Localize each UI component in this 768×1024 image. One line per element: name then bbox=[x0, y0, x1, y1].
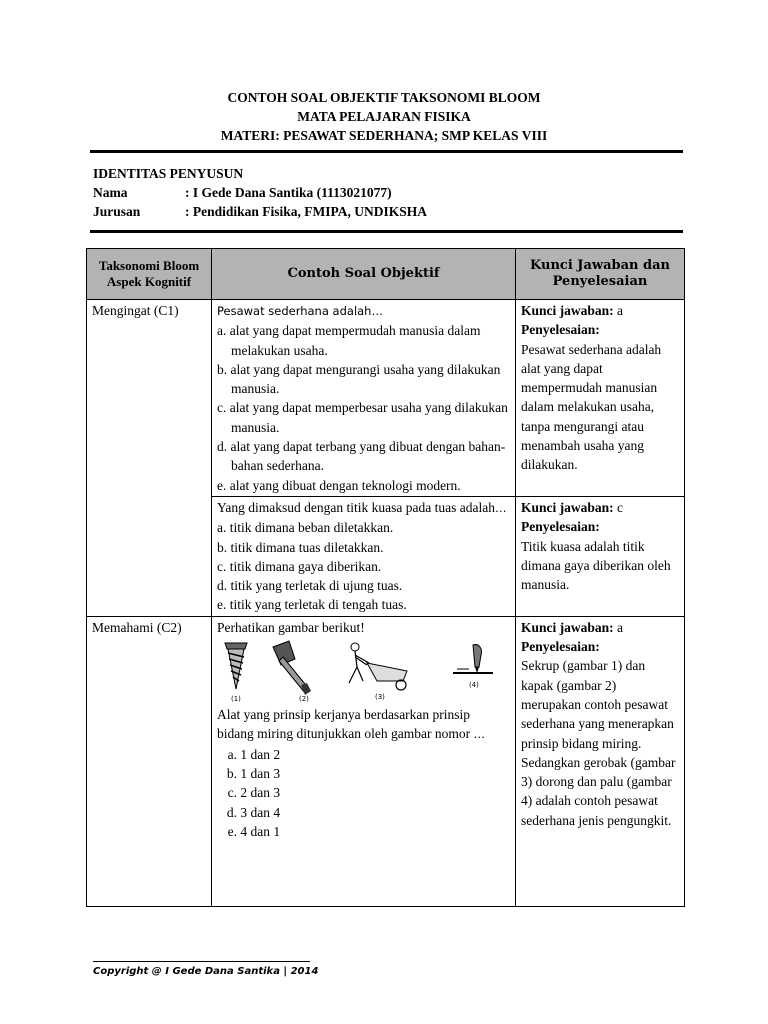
header-divider bbox=[90, 150, 683, 153]
key-label: Kunci jawaban: bbox=[521, 619, 614, 635]
option-list bbox=[217, 321, 510, 495]
wheelbarrow-icon bbox=[349, 643, 407, 690]
option-item: d. 3 dan 4 bbox=[226, 804, 281, 820]
document-title bbox=[0, 88, 768, 145]
option-item: d. alat yang dapat terbang yang dibuat dengan bahan-bahan sederhana. bbox=[217, 439, 506, 474]
header-answer: Kunci Jawaban dan Penyelesaian bbox=[516, 249, 685, 300]
answer-cell bbox=[516, 300, 685, 497]
figure-illustrations bbox=[217, 639, 507, 705]
solution-label: Penyelesaian: bbox=[521, 322, 600, 338]
question-cell bbox=[212, 300, 516, 497]
question-text: Pesawat sederhana adalah… bbox=[217, 304, 383, 318]
solution-text: Titik kuasa adalah titik dimana gaya diberikan oleh manusia. bbox=[521, 538, 671, 593]
key-value: c bbox=[617, 499, 624, 515]
footer-divider bbox=[93, 961, 310, 962]
option-item: e. 4 dan 1 bbox=[227, 823, 281, 839]
option-item: c. titik dimana gaya diberikan. bbox=[217, 558, 382, 574]
answer-cell bbox=[516, 496, 685, 616]
question-text: Alat yang prinsip kerjanya berdasarkan prinsip bidang miring ditunjukkan oleh gambar nomor … bbox=[217, 707, 485, 742]
table-row bbox=[87, 300, 685, 497]
option-item: a. alat yang dapat mempermudah manusia dalam melakukan usaha. bbox=[217, 323, 481, 358]
table-header-row bbox=[87, 249, 685, 300]
option-item: b. titik dimana tuas diletakkan. bbox=[217, 539, 384, 555]
key-label: Kunci jawaban: bbox=[521, 303, 614, 318]
option-list bbox=[217, 745, 510, 841]
screw-icon bbox=[225, 643, 247, 689]
header-taxonomy: Taksonomi Bloom Aspek Kognitif bbox=[87, 249, 212, 300]
solution-text: Pesawat sederhana adalah alat yang dapat mempermudah manusian dalam melakukan usaha, tanpa mengurangi atau menambah usaha yang dilakukan. bbox=[521, 341, 662, 473]
option-item: e. titik yang terletak di tengah tuas. bbox=[217, 597, 407, 613]
identity-heading: IDENTITAS PENYUSUN bbox=[93, 166, 244, 181]
key-label: Kunci jawaban: bbox=[521, 499, 614, 515]
hammer-icon bbox=[453, 645, 493, 673]
dept-value: : Pendidikan Fisika, FMIPA, UNDIKSHA bbox=[185, 204, 428, 219]
option-item: c. alat yang dapat memperbesar usaha yang dilakukan manusia. bbox=[217, 400, 508, 435]
header-question: Contoh Soal Objektif bbox=[212, 249, 516, 300]
figure-label: (2) bbox=[299, 695, 309, 704]
figure-label: (1) bbox=[231, 695, 241, 704]
name-value: : I Gede Dana Santika (1113021077) bbox=[185, 185, 392, 200]
key-value: a bbox=[617, 619, 624, 635]
option-item: c. 2 dan 3 bbox=[227, 785, 281, 801]
solution-label: Penyelesaian: bbox=[521, 519, 600, 535]
question-intro: Perhatikan gambar berikut! bbox=[217, 619, 365, 635]
questions-table bbox=[86, 248, 685, 907]
identity-divider bbox=[90, 230, 683, 233]
solution-text: Sekrup (gambar 1) dan kapak (gambar 2) merupakan contoh pesawat sederhana yang menerapkan prinsip bidang miring. Sedangkan gerobak (gambar 3) dorong dan palu (gambar 4) adalah contoh pesawat sederhana jenis pengungkit. bbox=[521, 658, 676, 828]
footer-copyright: Copyright @ I Gede Dana Santika | 2014 bbox=[93, 966, 319, 977]
dept-label: Jurusan bbox=[93, 204, 141, 219]
aspect-cell: Memahami (C2) bbox=[87, 616, 212, 906]
option-item: a. titik dimana beban diletakkan. bbox=[217, 520, 394, 536]
key-value: a bbox=[617, 303, 624, 318]
table-row bbox=[87, 616, 685, 906]
option-item: e. alat yang dibuat dengan teknologi modern. bbox=[217, 477, 461, 493]
figure-label: (4) bbox=[469, 681, 479, 690]
aspect-cell: Mengingat (C1) bbox=[87, 300, 212, 617]
question-cell bbox=[212, 616, 516, 906]
figure-label: (3) bbox=[375, 693, 385, 702]
title-line-1: CONTOH SOAL OBJEKTIF TAKSONOMI BLOOM bbox=[227, 90, 541, 105]
title-line-2: MATA PELAJARAN FISIKA bbox=[297, 109, 471, 124]
author-identity bbox=[93, 164, 427, 221]
option-item: b. alat yang dapat mengurangi usaha yang dilakukan manusia. bbox=[217, 361, 501, 397]
solution-label: Penyelesaian: bbox=[521, 639, 600, 655]
figure-strip bbox=[217, 639, 510, 705]
option-item: b. 1 dan 3 bbox=[226, 765, 281, 781]
question-cell bbox=[212, 496, 516, 616]
option-item: d. titik yang terletak di ujung tuas. bbox=[217, 578, 403, 594]
name-label: Nama bbox=[93, 185, 128, 200]
axe-icon bbox=[273, 641, 311, 695]
title-line-3: MATERI: PESAWAT SEDERHANA; SMP KELAS VIII bbox=[220, 128, 548, 143]
option-list bbox=[217, 518, 510, 614]
question-text: Yang dimaksud dengan titik kuasa pada tuas adalah… bbox=[217, 499, 507, 515]
answer-cell bbox=[516, 616, 685, 906]
option-item: a. 1 dan 2 bbox=[227, 746, 281, 762]
